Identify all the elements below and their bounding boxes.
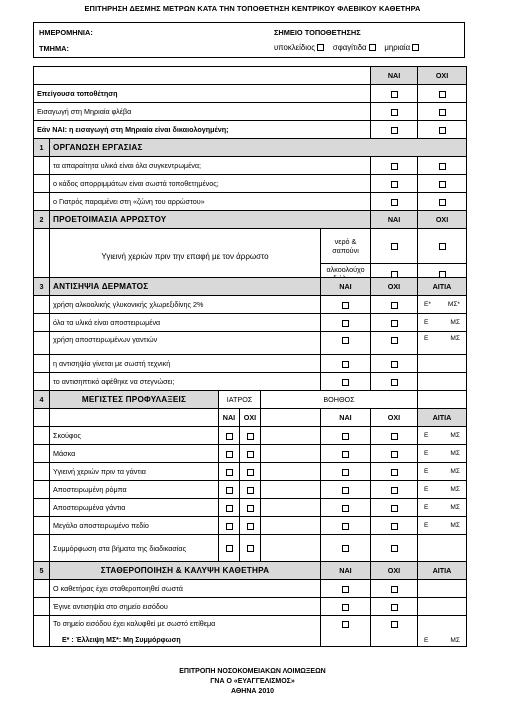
assistant-no-checkbox[interactable] (391, 545, 398, 552)
section-title: ΜΕΓΙΣΤΕΣ ΠΡΟΦΥΛΑΞΕΙΣ (50, 391, 219, 409)
col-reason-header: ΑΙΤΙΑ (418, 562, 467, 580)
checkbox-no[interactable] (391, 604, 398, 611)
reason-ms[interactable]: ΜΣ (450, 335, 460, 342)
reason-ms[interactable]: ΜΣ (450, 486, 460, 493)
row-label: Το σημείο εισόδου έχει καλυφθεί με σωστό επίθεμα (50, 616, 321, 647)
row-label: ο Γιατρός παραμένει στη «ζώνη του αρρώστου» (50, 193, 371, 211)
checkbox-yes[interactable] (391, 243, 398, 250)
table-row (34, 445, 467, 463)
row-label: όλα τα υλικά είναι αποστειρωμένα (50, 314, 321, 332)
row-label: χρήση αλκοολικής γλυκονικής χλωρεξιδίνης 2% (50, 296, 321, 314)
col-no-header: ΟΧΙ (371, 278, 418, 296)
reason-cell (421, 319, 463, 326)
reason-ms[interactable]: ΜΣ (450, 432, 460, 439)
row-label: Υγιεινή χεριών πριν τα γάντια (50, 463, 219, 481)
reason-e[interactable]: Ε (424, 432, 429, 439)
row-label: Αποστειρωμένα γάντια (50, 499, 219, 517)
checkbox-no[interactable] (439, 243, 446, 250)
table-row (34, 463, 467, 481)
checkbox-yes[interactable] (342, 320, 349, 327)
section-title: ΟΡΓΑΝΩΣΗ ΕΡΓΑΣΙΑΣ (50, 139, 467, 157)
reason-e[interactable]: Ε (424, 468, 429, 475)
doctor-yes-checkbox[interactable] (226, 505, 233, 512)
reason-e[interactable]: Ε (424, 637, 429, 644)
col-reason-header: ΑΙΤΙΑ (418, 409, 467, 427)
row-label: η αντισηψία γίνεται με σωστή τεχνική (50, 355, 321, 373)
section-number: 3 (34, 278, 50, 296)
reason-cell (421, 637, 463, 644)
assistant-yes-checkbox[interactable] (342, 505, 349, 512)
assistant-no-checkbox[interactable] (391, 451, 398, 458)
doctor-yes-checkbox[interactable] (226, 469, 233, 476)
table-row (34, 517, 467, 535)
doctor-no-header: ΟΧΙ (240, 409, 261, 427)
reason-ms[interactable]: ΜΣ (450, 504, 460, 511)
table-row (34, 121, 467, 139)
row-label: Έγινε αντισηψία στο σημείο εισόδου (50, 598, 321, 616)
table-row (34, 373, 467, 391)
footer-city-year: ΑΘΗΝΑ 2010 (231, 688, 274, 695)
option-soap-water: νερό & σαπούνι (321, 229, 371, 264)
reason-ms[interactable]: ΜΣ (450, 319, 460, 326)
table-row (34, 314, 467, 332)
checkbox-yes[interactable] (342, 621, 349, 628)
site-options (274, 43, 419, 52)
reason-cell (421, 468, 463, 475)
section-2-header (34, 211, 467, 229)
table-row (34, 580, 467, 598)
section-4-header (34, 391, 467, 409)
form-title: ΕΠΙΤΗΡΗΣΗ ΔΕΣΜΗΣ ΜΕΤΡΩΝ ΚΑΤΑ ΤΗΝ ΤΟΠΟΘΕΤΗΣΗ ΚΕΝΤΡΙΚΟΥ ΦΛΕΒΙΚΟΥ ΚΑΘΕΤΗΡΑ (84, 4, 421, 13)
reason-e[interactable]: Ε (424, 450, 429, 457)
checkbox-yes[interactable] (391, 109, 398, 116)
table-row (34, 535, 467, 562)
site-label: ΣΗΜΕΙΟ ΤΟΠΟΘΕΤΗΣΗΣ (274, 28, 361, 37)
doctor-no-checkbox[interactable] (247, 545, 254, 552)
checkbox-yes[interactable] (391, 181, 398, 188)
section-number: 4 (34, 391, 50, 409)
site-subclavian-checkbox[interactable] (317, 44, 324, 51)
reason-e[interactable]: Ε (424, 504, 429, 511)
form-header-box (33, 22, 465, 58)
assistant-no-header: ΟΧΙ (371, 409, 418, 427)
assistant-no-checkbox[interactable] (391, 505, 398, 512)
footer-committee: ΕΠΙΤΡΟΠΗ ΝΟΣΟΚΟΜΕΙΑΚΩΝ ΛΟΙΜΩΞΕΩΝ (179, 668, 326, 675)
col-doctor-header: ΙΑΤΡΟΣ (219, 391, 261, 409)
column-header-row (34, 67, 467, 85)
checkbox-yes[interactable] (342, 361, 349, 368)
section-3-header (34, 278, 467, 296)
col-yes-header: ΝΑΙ (371, 67, 418, 85)
reason-cell (421, 450, 463, 457)
assistant-no-checkbox[interactable] (391, 469, 398, 476)
section-title: ΣΤΑΘΕΡΟΠΟΙΗΣΗ & ΚΑΛΥΨΗ ΚΑΘΕΤΗΡΑ (50, 562, 321, 580)
reason-cell (421, 335, 463, 342)
table-row (34, 296, 467, 314)
checkbox-yes[interactable] (391, 127, 398, 134)
table-row (34, 499, 467, 517)
col-yes-header: ΝΑΙ (321, 562, 371, 580)
row-label: Μάσκα (50, 445, 219, 463)
row-label: το αντισηπτικό αφέθηκε να στεγνώσει; (50, 373, 321, 391)
table-row (34, 332, 467, 355)
option-alcohol-solution: αλκοολούχο (321, 264, 371, 285)
checkbox-no[interactable] (391, 361, 398, 368)
doctor-yes-checkbox[interactable] (226, 487, 233, 494)
assistant-yes-checkbox[interactable] (342, 545, 349, 552)
col-reason-header: ΑΙΤΙΑ (418, 278, 467, 296)
table-row (34, 193, 467, 211)
site-option-subclavian-label: υποκλείδιος (274, 43, 316, 52)
table-row (34, 85, 467, 103)
doctor-yes-checkbox[interactable] (226, 523, 233, 530)
section-title: ΠΡΟΕΤΟΙΜΑΣΙΑ ΑΡΡΩΣΤΟΥ (50, 211, 371, 229)
reason-e[interactable]: Ε (424, 486, 429, 493)
reason-cell (421, 432, 463, 439)
assistant-no-checkbox[interactable] (391, 523, 398, 530)
row-label: Σκούφος (50, 427, 219, 445)
department-label: ΤΜΗΜΑ: (39, 44, 69, 53)
row-label: Αποστειρωμένη ρόμπα (50, 481, 219, 499)
table-row (34, 481, 467, 499)
assistant-yes-checkbox[interactable] (342, 469, 349, 476)
doctor-no-checkbox[interactable] (247, 433, 254, 440)
hand-hygiene-label: Υγιεινή χεριών πριν την επαφή με τον άρρωστο (50, 229, 321, 285)
reason-cell (421, 486, 463, 493)
checkbox-no[interactable] (439, 127, 446, 134)
checkbox-yes[interactable] (342, 302, 349, 309)
assistant-yes-checkbox[interactable] (342, 451, 349, 458)
assistant-yes-header: ΝΑΙ (321, 409, 371, 427)
checkbox-no[interactable] (391, 320, 398, 327)
checklist-grid (33, 66, 467, 285)
date-label: ΗΜΕΡΟΜΗΝΙΑ: (39, 28, 93, 37)
doctor-yes-checkbox[interactable] (226, 433, 233, 440)
checkbox-no[interactable] (391, 302, 398, 309)
table-row (34, 103, 467, 121)
table-row (34, 175, 467, 193)
checkbox-yes[interactable] (342, 379, 349, 386)
subheader-row (34, 409, 467, 427)
table-row (34, 427, 467, 445)
checkbox-yes[interactable] (391, 199, 398, 206)
reason-e[interactable]: Ε (424, 522, 429, 529)
assistant-yes-checkbox[interactable] (342, 487, 349, 494)
section-number: 2 (34, 211, 50, 229)
row-label: Μεγάλο αποστειρωμένο πεδίο (50, 517, 219, 535)
checkbox-yes[interactable] (391, 163, 398, 170)
row-label: τα απαραίτητα υλικά είναι όλα συγκεντρωμένα; (50, 157, 371, 175)
section-title: ΑΝΤΙΣΗΨΙΑ ΔΕΡΜΑΤΟΣ (50, 278, 321, 296)
section-number: 5 (34, 562, 50, 580)
reason-cell (421, 522, 463, 529)
table-row (34, 598, 467, 616)
checklist-grid-lower (33, 277, 467, 647)
doctor-yes-header: ΝΑΙ (219, 409, 240, 427)
doctor-no-checkbox[interactable] (247, 523, 254, 530)
row-label: Επείγουσα τοποθέτηση (34, 85, 371, 103)
doctor-yes-checkbox[interactable] (226, 545, 233, 552)
reason-cell (421, 301, 463, 308)
row-label: Εάν ΝΑΙ: η εισαγωγή στη Μηριαία είναι δικαιολογημένη; (34, 121, 371, 139)
reason-e[interactable]: Ε (424, 319, 429, 326)
checkbox-yes[interactable] (342, 337, 349, 344)
checkbox-yes[interactable] (342, 586, 349, 593)
doctor-no-checkbox[interactable] (247, 487, 254, 494)
assistant-yes-checkbox[interactable] (342, 523, 349, 530)
col-no-header: ΟΧΙ (371, 562, 418, 580)
row-label: χρήση αποστειρωμένων γαντιών (50, 332, 321, 355)
checkbox-no[interactable] (391, 621, 398, 628)
site-femoral-checkbox[interactable] (412, 44, 419, 51)
site-option-femoral-label: μηριαία (384, 43, 411, 52)
checkbox-no[interactable] (439, 163, 446, 170)
site-jugular-checkbox[interactable] (369, 44, 376, 51)
reason-ms[interactable]: ΜΣ (450, 522, 460, 529)
doctor-yes-checkbox[interactable] (226, 451, 233, 458)
table-row (34, 229, 467, 264)
assistant-yes-checkbox[interactable] (342, 433, 349, 440)
reason-cell (421, 504, 463, 511)
reason-ms-star[interactable]: ΜΣ* (447, 301, 460, 308)
footer-hospital: ΓΝΑ Ο «ΕΥΑΓΓΕΛΙΣΜΟΣ» (210, 678, 295, 685)
checkbox-no[interactable] (439, 91, 446, 98)
reason-e[interactable]: Ε (424, 335, 429, 342)
checkbox-no[interactable] (391, 379, 398, 386)
assistant-no-checkbox[interactable] (391, 433, 398, 440)
reason-ms[interactable]: ΜΣ (450, 450, 460, 457)
col-no-header: ΟΧΙ (418, 211, 467, 229)
col-no-header: ΟΧΙ (418, 67, 467, 85)
checkbox-no[interactable] (391, 586, 398, 593)
section-1-header (34, 139, 467, 157)
checkbox-no[interactable] (439, 199, 446, 206)
reason-ms[interactable]: ΜΣ (450, 637, 460, 644)
reason-e-star[interactable]: Ε* (424, 301, 431, 308)
checkbox-yes[interactable] (391, 91, 398, 98)
section-5-header (34, 562, 467, 580)
row-label: Συμμόρφωση στα βήματα της διαδικασίας (50, 535, 219, 562)
row-label: Εισαγωγή στη Μηριαία φλέβα (34, 103, 371, 121)
doctor-no-checkbox[interactable] (247, 505, 254, 512)
doctor-no-checkbox[interactable] (247, 469, 254, 476)
site-option-jugular-label: σφαγίτιδα (332, 43, 367, 52)
row-label: Ο καθετήρας έχει σταθεροποιηθεί σωστά (50, 580, 321, 598)
col-yes-header: ΝΑΙ (371, 211, 418, 229)
col-assistant-header: ΒΟΗΘΟΣ (261, 391, 418, 409)
reason-ms[interactable]: ΜΣ (450, 468, 460, 475)
section-number: 1 (34, 139, 50, 157)
doctor-no-checkbox[interactable] (247, 451, 254, 458)
checkbox-yes[interactable] (342, 604, 349, 611)
checkbox-no[interactable] (439, 181, 446, 188)
table-row (34, 157, 467, 175)
legend: Ε* : Έλλειψη ΜΣ*: Μη Συμμόρφωση (62, 637, 181, 644)
assistant-no-checkbox[interactable] (391, 487, 398, 494)
row-label: ο κάδος απορριμμάτων είναι σωστά τοποθετημένος; (50, 175, 371, 193)
table-row (34, 355, 467, 373)
checkbox-no[interactable] (391, 337, 398, 344)
col-yes-header: ΝΑΙ (321, 278, 371, 296)
checkbox-no[interactable] (439, 109, 446, 116)
